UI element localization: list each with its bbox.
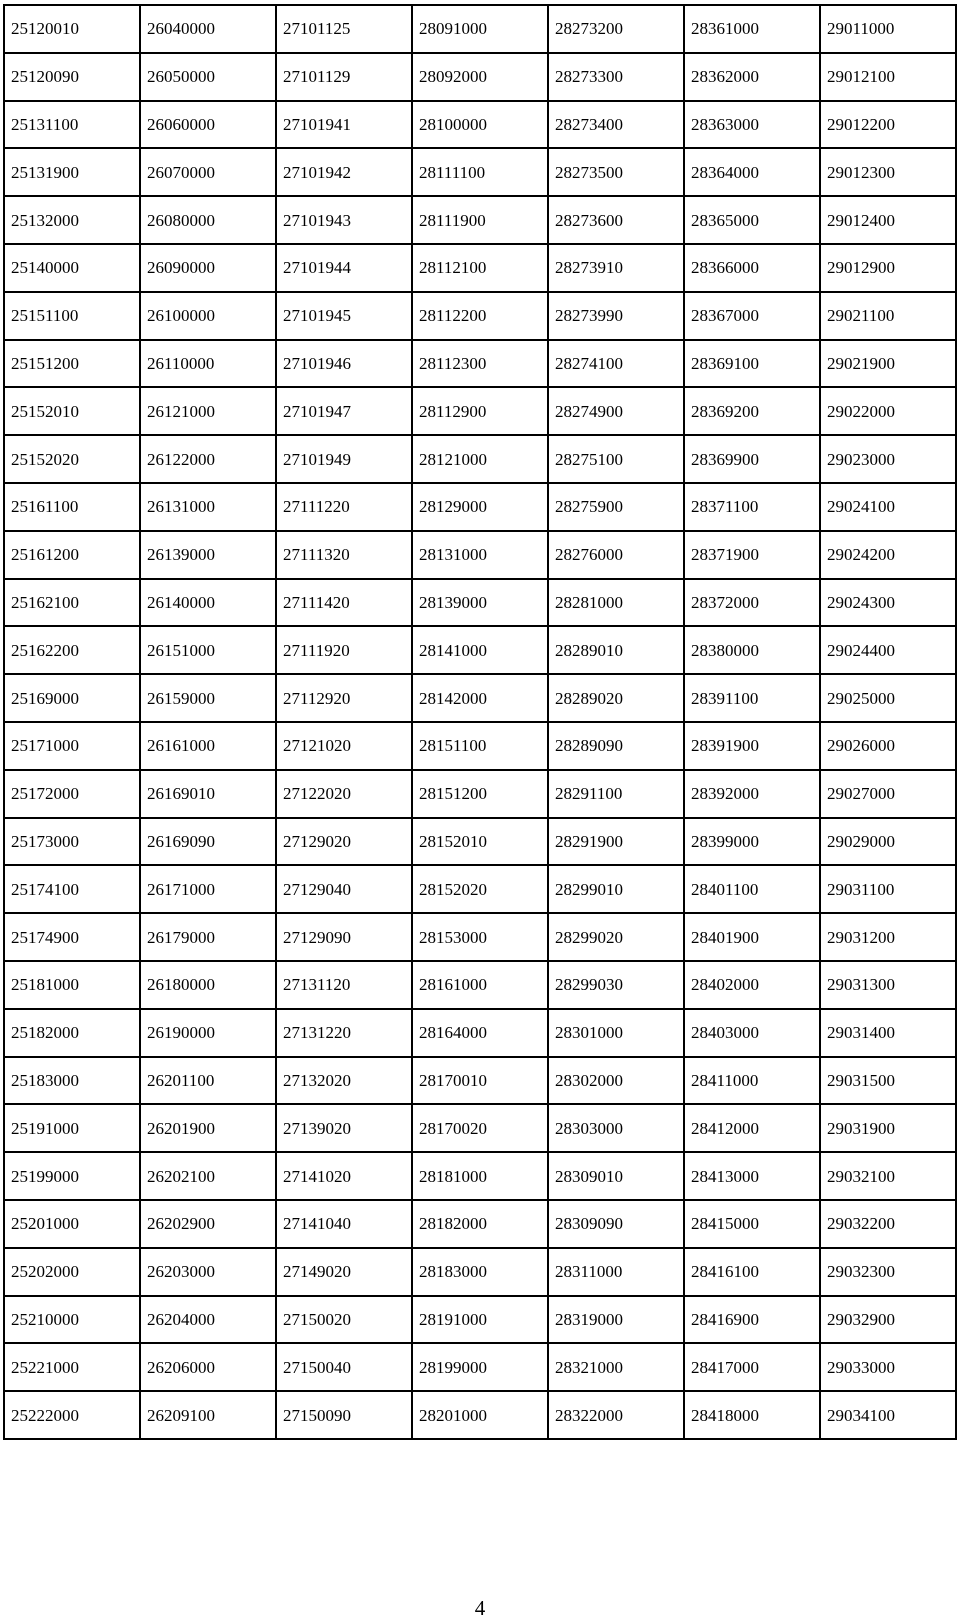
table-cell: 28181000 [412, 1152, 548, 1200]
table-row [4, 148, 956, 196]
table-cell: 28322000 [548, 1391, 684, 1439]
table-cell: 26040000 [140, 5, 276, 53]
table-cell: 28363000 [684, 101, 820, 149]
table-row [4, 340, 956, 388]
table-cell: 27111920 [276, 626, 412, 674]
table-cell: 28412000 [684, 1104, 820, 1152]
table-cell: 28273910 [548, 244, 684, 292]
table-cell: 26151000 [140, 626, 276, 674]
table-cell: 27131120 [276, 961, 412, 1009]
table-cell: 27129020 [276, 818, 412, 866]
table-cell: 28418000 [684, 1391, 820, 1439]
code-table-body [4, 5, 956, 1439]
table-cell: 27101129 [276, 53, 412, 101]
table-cell: 27122020 [276, 770, 412, 818]
table-cell: 28201000 [412, 1391, 548, 1439]
table-cell: 28275100 [548, 435, 684, 483]
table-cell: 26122000 [140, 435, 276, 483]
table-cell: 28367000 [684, 292, 820, 340]
table-cell: 27101942 [276, 148, 412, 196]
table-row [4, 292, 956, 340]
table-cell: 28274900 [548, 387, 684, 435]
table-cell: 28302000 [548, 1057, 684, 1105]
table-cell: 29032100 [820, 1152, 956, 1200]
table-cell: 25222000 [4, 1391, 140, 1439]
table-cell: 25152020 [4, 435, 140, 483]
table-cell: 28364000 [684, 148, 820, 196]
table-cell: 28413000 [684, 1152, 820, 1200]
table-cell: 27150090 [276, 1391, 412, 1439]
table-cell: 26209100 [140, 1391, 276, 1439]
table-cell: 28399000 [684, 818, 820, 866]
table-cell: 27149020 [276, 1248, 412, 1296]
table-row [4, 674, 956, 722]
table-cell: 29011000 [820, 5, 956, 53]
table-row [4, 196, 956, 244]
table-cell: 28100000 [412, 101, 548, 149]
table-cell: 28273300 [548, 53, 684, 101]
table-cell: 25151200 [4, 340, 140, 388]
table-cell: 29021900 [820, 340, 956, 388]
table-cell: 25131900 [4, 148, 140, 196]
table-cell: 28273200 [548, 5, 684, 53]
table-cell: 27101943 [276, 196, 412, 244]
table-cell: 28309010 [548, 1152, 684, 1200]
table-row [4, 435, 956, 483]
table-row [4, 579, 956, 627]
table-cell: 26140000 [140, 579, 276, 627]
table-cell: 27111420 [276, 579, 412, 627]
table-cell: 27150040 [276, 1343, 412, 1391]
table-cell: 26204000 [140, 1296, 276, 1344]
table-cell: 28182000 [412, 1200, 548, 1248]
table-cell: 28170020 [412, 1104, 548, 1152]
table-cell: 27112920 [276, 674, 412, 722]
table-cell: 28392000 [684, 770, 820, 818]
table-cell: 26169090 [140, 818, 276, 866]
table-row [4, 961, 956, 1009]
table-cell: 28369900 [684, 435, 820, 483]
table-row [4, 1009, 956, 1057]
table-cell: 25120010 [4, 5, 140, 53]
table-cell: 27101945 [276, 292, 412, 340]
table-cell: 29032300 [820, 1248, 956, 1296]
table-cell: 28112100 [412, 244, 548, 292]
table-cell: 28303000 [548, 1104, 684, 1152]
table-cell: 28291900 [548, 818, 684, 866]
table-cell: 26159000 [140, 674, 276, 722]
table-cell: 28380000 [684, 626, 820, 674]
table-cell: 28401900 [684, 913, 820, 961]
table-cell: 26161000 [140, 722, 276, 770]
table-cell: 25172000 [4, 770, 140, 818]
table-cell: 25132000 [4, 196, 140, 244]
table-cell: 27101949 [276, 435, 412, 483]
table-cell: 25171000 [4, 722, 140, 770]
table-cell: 27111220 [276, 483, 412, 531]
table-row [4, 913, 956, 961]
table-cell: 28152010 [412, 818, 548, 866]
table-cell: 28153000 [412, 913, 548, 961]
table-cell: 28415000 [684, 1200, 820, 1248]
table-cell: 28391900 [684, 722, 820, 770]
table-cell: 28299030 [548, 961, 684, 1009]
table-cell: 29024400 [820, 626, 956, 674]
table-row [4, 626, 956, 674]
table-cell: 29031300 [820, 961, 956, 1009]
table-row [4, 5, 956, 53]
table-cell: 28289010 [548, 626, 684, 674]
table-cell: 25182000 [4, 1009, 140, 1057]
table-cell: 29031900 [820, 1104, 956, 1152]
table-cell: 26070000 [140, 148, 276, 196]
table-row [4, 1104, 956, 1152]
table-cell: 27129090 [276, 913, 412, 961]
table-row [4, 865, 956, 913]
table-cell: 29024200 [820, 531, 956, 579]
table-row [4, 1248, 956, 1296]
table-row [4, 1391, 956, 1439]
table-cell: 28111900 [412, 196, 548, 244]
table-cell: 27132020 [276, 1057, 412, 1105]
page-number: 4 [474, 1596, 486, 1620]
table-cell: 27101946 [276, 340, 412, 388]
table-cell: 29034100 [820, 1391, 956, 1439]
table-cell: 29012100 [820, 53, 956, 101]
table-cell: 29026000 [820, 722, 956, 770]
table-cell: 28121000 [412, 435, 548, 483]
table-cell: 28170010 [412, 1057, 548, 1105]
table-cell: 25162100 [4, 579, 140, 627]
table-cell: 26180000 [140, 961, 276, 1009]
table-cell: 28411000 [684, 1057, 820, 1105]
table-cell: 28274100 [548, 340, 684, 388]
table-cell: 28152020 [412, 865, 548, 913]
table-cell: 28416900 [684, 1296, 820, 1344]
table-cell: 28291100 [548, 770, 684, 818]
table-cell: 26080000 [140, 196, 276, 244]
table-cell: 25131100 [4, 101, 140, 149]
table-cell: 25221000 [4, 1343, 140, 1391]
table-row [4, 818, 956, 866]
table-cell: 25151100 [4, 292, 140, 340]
table-cell: 29012300 [820, 148, 956, 196]
table-cell: 26090000 [140, 244, 276, 292]
table-cell: 26050000 [140, 53, 276, 101]
table-cell: 27101944 [276, 244, 412, 292]
table-cell: 28289020 [548, 674, 684, 722]
table-cell: 29031400 [820, 1009, 956, 1057]
table-cell: 28151100 [412, 722, 548, 770]
table-cell: 26203000 [140, 1248, 276, 1296]
table-cell: 28151200 [412, 770, 548, 818]
table-cell: 28369100 [684, 340, 820, 388]
table-cell: 28276000 [548, 531, 684, 579]
table-cell: 26201100 [140, 1057, 276, 1105]
table-cell: 28275900 [548, 483, 684, 531]
table-cell: 28403000 [684, 1009, 820, 1057]
table-cell: 28281000 [548, 579, 684, 627]
table-cell: 26206000 [140, 1343, 276, 1391]
table-cell: 26201900 [140, 1104, 276, 1152]
table-cell: 26190000 [140, 1009, 276, 1057]
table-cell: 29027000 [820, 770, 956, 818]
table-cell: 28366000 [684, 244, 820, 292]
table-cell: 25169000 [4, 674, 140, 722]
table-cell: 28129000 [412, 483, 548, 531]
table-cell: 28365000 [684, 196, 820, 244]
table-cell: 28416100 [684, 1248, 820, 1296]
table-cell: 28402000 [684, 961, 820, 1009]
table-cell: 28131000 [412, 531, 548, 579]
table-cell: 25183000 [4, 1057, 140, 1105]
table-cell: 28112200 [412, 292, 548, 340]
table-cell: 29029000 [820, 818, 956, 866]
table-cell: 27141020 [276, 1152, 412, 1200]
table-cell: 28139000 [412, 579, 548, 627]
table-cell: 27121020 [276, 722, 412, 770]
table-cell: 28362000 [684, 53, 820, 101]
table-cell: 28309090 [548, 1200, 684, 1248]
table-cell: 26171000 [140, 865, 276, 913]
table-cell: 28161000 [412, 961, 548, 1009]
table-cell: 29024300 [820, 579, 956, 627]
table-cell: 28371900 [684, 531, 820, 579]
table-cell: 26202900 [140, 1200, 276, 1248]
table-cell: 26202100 [140, 1152, 276, 1200]
table-cell: 25162200 [4, 626, 140, 674]
table-cell: 28199000 [412, 1343, 548, 1391]
table-cell: 25202000 [4, 1248, 140, 1296]
table-cell: 27101947 [276, 387, 412, 435]
table-cell: 28321000 [548, 1343, 684, 1391]
table-cell: 26110000 [140, 340, 276, 388]
code-table [3, 4, 957, 1440]
table-cell: 28141000 [412, 626, 548, 674]
table-cell: 28142000 [412, 674, 548, 722]
table-cell: 29021100 [820, 292, 956, 340]
table-cell: 28371100 [684, 483, 820, 531]
table-cell: 27101941 [276, 101, 412, 149]
table-row [4, 722, 956, 770]
table-cell: 25201000 [4, 1200, 140, 1248]
table-cell: 28273400 [548, 101, 684, 149]
table-cell: 28183000 [412, 1248, 548, 1296]
table-cell: 25210000 [4, 1296, 140, 1344]
table-cell: 27139020 [276, 1104, 412, 1152]
table-cell: 26121000 [140, 387, 276, 435]
table-cell: 29025000 [820, 674, 956, 722]
table-row [4, 101, 956, 149]
table-cell: 29031200 [820, 913, 956, 961]
table-cell: 29012400 [820, 196, 956, 244]
table-row [4, 387, 956, 435]
table-cell: 26169010 [140, 770, 276, 818]
table-cell: 29022000 [820, 387, 956, 435]
table-cell: 29031100 [820, 865, 956, 913]
table-cell: 28273600 [548, 196, 684, 244]
table-cell: 28112900 [412, 387, 548, 435]
table-cell: 25161200 [4, 531, 140, 579]
table-row [4, 531, 956, 579]
table-row [4, 244, 956, 292]
table-cell: 27150020 [276, 1296, 412, 1344]
table-cell: 25173000 [4, 818, 140, 866]
table-cell: 28369200 [684, 387, 820, 435]
table-cell: 27141040 [276, 1200, 412, 1248]
table-cell: 28372000 [684, 579, 820, 627]
table-cell: 29012900 [820, 244, 956, 292]
table-row [4, 483, 956, 531]
table-cell: 28401100 [684, 865, 820, 913]
table-cell: 25181000 [4, 961, 140, 1009]
table-cell: 28361000 [684, 5, 820, 53]
table-row [4, 1200, 956, 1248]
table-cell: 28417000 [684, 1343, 820, 1391]
table-cell: 25199000 [4, 1152, 140, 1200]
table-cell: 29012200 [820, 101, 956, 149]
table-cell: 27101125 [276, 5, 412, 53]
table-cell: 29033000 [820, 1343, 956, 1391]
table-cell: 28111100 [412, 148, 548, 196]
table-cell: 28092000 [412, 53, 548, 101]
table-cell: 28299010 [548, 865, 684, 913]
table-cell: 26139000 [140, 531, 276, 579]
table-cell: 25140000 [4, 244, 140, 292]
table-cell: 25174900 [4, 913, 140, 961]
table-cell: 25161100 [4, 483, 140, 531]
table-row [4, 770, 956, 818]
table-cell: 29032200 [820, 1200, 956, 1248]
table-cell: 25152010 [4, 387, 140, 435]
table-cell: 28391100 [684, 674, 820, 722]
table-cell: 27131220 [276, 1009, 412, 1057]
table-cell: 26179000 [140, 913, 276, 961]
table-cell: 29024100 [820, 483, 956, 531]
table-cell: 27129040 [276, 865, 412, 913]
table-cell: 28091000 [412, 5, 548, 53]
table-cell: 25120090 [4, 53, 140, 101]
table-row [4, 1152, 956, 1200]
table-cell: 28311000 [548, 1248, 684, 1296]
table-row [4, 1343, 956, 1391]
table-cell: 29023000 [820, 435, 956, 483]
table-cell: 28112300 [412, 340, 548, 388]
table-cell: 25191000 [4, 1104, 140, 1152]
table-cell: 27111320 [276, 531, 412, 579]
table-cell: 26060000 [140, 101, 276, 149]
table-cell: 29032900 [820, 1296, 956, 1344]
table-cell: 26100000 [140, 292, 276, 340]
table-cell: 25174100 [4, 865, 140, 913]
table-cell: 29031500 [820, 1057, 956, 1105]
table-cell: 28319000 [548, 1296, 684, 1344]
table-row [4, 1057, 956, 1105]
table-cell: 28191000 [412, 1296, 548, 1344]
table-cell: 28299020 [548, 913, 684, 961]
table-cell: 28289090 [548, 722, 684, 770]
table-cell: 28273500 [548, 148, 684, 196]
table-cell: 26131000 [140, 483, 276, 531]
table-cell: 28164000 [412, 1009, 548, 1057]
table-row [4, 53, 956, 101]
table-cell: 28273990 [548, 292, 684, 340]
table-row [4, 1296, 956, 1344]
table-cell: 28301000 [548, 1009, 684, 1057]
